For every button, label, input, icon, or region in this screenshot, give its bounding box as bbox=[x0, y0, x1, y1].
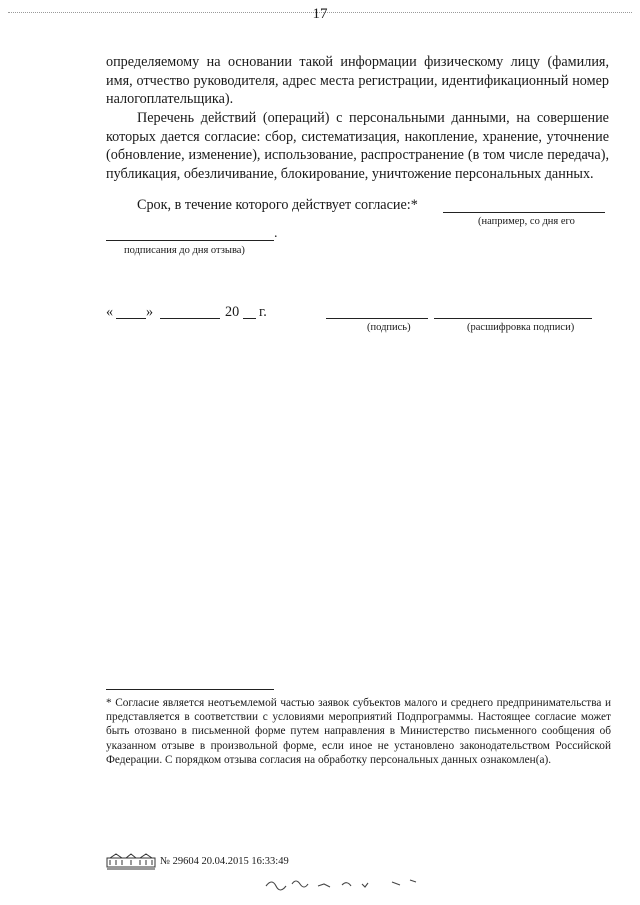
date-close-quote: » bbox=[146, 304, 154, 320]
term-label: Срок, в течение которого действует согласие:* bbox=[137, 197, 418, 213]
term-period: . bbox=[274, 226, 278, 241]
footnote-separator bbox=[106, 689, 274, 690]
signature-blank[interactable] bbox=[326, 318, 428, 319]
term-hint-2: подписания до дня отзыва) bbox=[124, 245, 245, 256]
paragraph-2-text: Перечень действий (операций) с персональными данными, на совершение которых дается согласие: сбор, систематизация, накопление, хранение, уточнение (обновление, изменение), использование, распространение (в том числе передача), публикация, обезличивание, блокирование, уничтожение персональных данных. bbox=[106, 110, 609, 182]
term-blank-line-2[interactable] bbox=[106, 240, 274, 241]
signature-caption: (подпись) bbox=[367, 322, 411, 333]
term-blank-line[interactable] bbox=[443, 212, 605, 213]
date-day-blank[interactable] bbox=[116, 318, 146, 319]
date-year-prefix: 20 bbox=[225, 304, 240, 320]
footnote-text: * Согласие является неотъемлемой частью заявок субъектов малого и среднего предпринимательства и представляется в соответствии с условиями мероприятий Подпрограммы. Настоящее согласие может быть отозвано в письменной форме путем направления в Министерство письменного сообщения об указанном отзыве в произвольной форме, если иное не установлено законодательством Российской Федерации. С порядком отзыва согласия на обработку персональных данных ознакомлен(а). bbox=[106, 697, 611, 766]
date-open-quote: « bbox=[106, 304, 114, 320]
term-hint-1: (например, со дня его bbox=[478, 216, 575, 227]
page-number: 17 bbox=[312, 6, 328, 22]
date-year-suffix: г. bbox=[259, 304, 267, 320]
registry-stamp-logo bbox=[106, 853, 156, 872]
date-year-blank[interactable] bbox=[243, 318, 256, 319]
handwritten-scribble bbox=[262, 872, 422, 894]
paragraph-continuation bbox=[106, 53, 609, 109]
paragraph-actions bbox=[106, 109, 609, 183]
decoding-blank[interactable] bbox=[434, 318, 592, 319]
decoding-caption: (расшифровка подписи) bbox=[467, 322, 575, 333]
registration-number: № 29604 20.04.2015 16:33:49 bbox=[160, 856, 289, 867]
date-month-blank[interactable] bbox=[160, 318, 220, 319]
paragraph-1-text: определяемому на основании такой информации физическому лицу (фамилия, имя, отчество руководителя, адрес места регистрации, идентификационный номер налогоплательщика). bbox=[106, 54, 609, 108]
